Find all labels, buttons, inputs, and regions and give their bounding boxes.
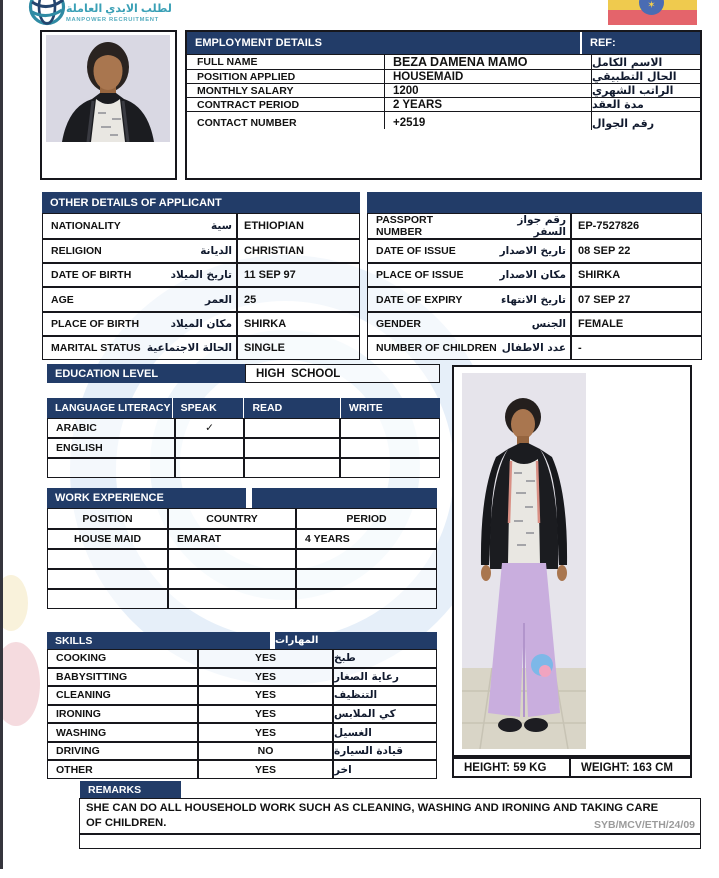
remarks-text: SHE CAN DO ALL HOUSEHOLD WORK SUCH AS CLEANING, WASHING AND IRONING AND TAKING CARE OF CHILDREN.: [86, 802, 659, 829]
column-header: POSITION: [47, 508, 168, 529]
read-cell: [244, 438, 340, 458]
table-row: [187, 111, 700, 178]
table-row: [42, 263, 702, 287]
table-row: [47, 649, 437, 668]
other-details-section: [42, 192, 702, 360]
field-label-arabic: عدد الاطفال: [501, 341, 566, 354]
section-title-arabic: المهارات: [275, 632, 437, 649]
height-value: HEIGHT: 59 KG: [452, 757, 570, 778]
table-row: [47, 589, 437, 609]
section-title-row: [47, 632, 437, 649]
field-value: SHIRKA: [237, 312, 360, 336]
period-cell: [296, 549, 437, 569]
skill-name: CLEANING: [47, 686, 198, 705]
field-value: +2519: [384, 112, 591, 129]
field-label-arabic: الحال التطبيقي: [591, 70, 700, 83]
agency-globe-logo-icon: [27, 0, 67, 28]
ethiopia-flag: [608, 0, 697, 25]
country-cell: [168, 589, 296, 609]
table-row: [47, 760, 437, 779]
language-name: [47, 458, 175, 478]
section-title-row: [47, 488, 437, 508]
work-experience-table: [47, 488, 437, 609]
reference-code: SYB/MCV/ETH/24/09: [594, 819, 695, 831]
column-header: READ: [243, 398, 339, 418]
table-row: [47, 686, 437, 705]
field-label-arabic: الديانة: [200, 245, 232, 258]
field-label: MONTHLY SALARY: [197, 84, 294, 97]
field-value: FEMALE: [571, 312, 702, 336]
field-label: AGE: [51, 293, 74, 306]
field-label: POSITION APPLIED: [197, 70, 296, 83]
skill-name-arabic: طبخ: [333, 649, 437, 668]
other-details-table: [42, 213, 702, 360]
skill-value: NO: [198, 742, 333, 761]
skill-name: WASHING: [47, 723, 198, 742]
skill-name: BABYSITTING: [47, 668, 198, 687]
remarks-title: REMARKS: [80, 781, 181, 798]
applicant-headshot-photo: [40, 30, 177, 180]
field-label: MARITAL STATUS: [51, 341, 141, 354]
language-literacy-table: [47, 398, 440, 478]
table-row: [42, 312, 702, 336]
language-name: ARABIC: [47, 418, 175, 438]
table-row: [47, 458, 440, 478]
position-cell: [47, 589, 168, 609]
table-row: [47, 569, 437, 589]
table-header-row: [47, 398, 440, 418]
speak-cell: [175, 458, 244, 478]
speak-checkmark: ✓: [175, 418, 244, 438]
table-row: [47, 418, 440, 438]
table-row: [42, 213, 702, 239]
field-value: 11 SEP 97: [237, 263, 360, 287]
column-header: WRITE: [340, 398, 440, 418]
table-row: [42, 287, 702, 311]
field-value: HOUSEMAID: [384, 70, 591, 83]
period-cell: 4 YEARS: [296, 529, 437, 549]
table-row: [47, 529, 437, 549]
skill-value: YES: [198, 668, 333, 687]
field-label: PLACE OF BIRTH: [51, 317, 140, 330]
table-header-row: [187, 32, 700, 54]
field-label-arabic: الاسم الكامل: [591, 55, 700, 69]
field-label: NATIONALITY: [51, 220, 121, 232]
read-cell: [244, 458, 340, 478]
section-title-bar: [367, 192, 702, 213]
field-label-arabic: رقم الجوال: [591, 112, 700, 130]
field-label-arabic: الجنس: [531, 317, 566, 330]
position-cell: [47, 569, 168, 589]
period-cell: [296, 569, 437, 589]
watermark-pink-blob: [0, 642, 40, 726]
field-value: CHRISTIAN: [237, 239, 360, 263]
table-row: [42, 336, 702, 360]
skill-value: YES: [198, 723, 333, 742]
skill-name-arabic: الغسيل: [333, 723, 437, 742]
section-title: WORK EXPERIENCE: [47, 488, 246, 508]
field-label-arabic: مكان الاصدار: [499, 269, 566, 282]
field-label-arabic: سية: [211, 220, 232, 232]
table-row: [47, 742, 437, 761]
table-row: [47, 705, 437, 724]
country-cell: [168, 549, 296, 569]
skill-value: YES: [198, 760, 333, 779]
ref-label: REF:: [580, 32, 700, 54]
position-cell: [47, 549, 168, 569]
table-row: [187, 54, 700, 69]
country-cell: [168, 569, 296, 589]
field-label: PASSPORT NUMBER: [376, 214, 433, 238]
field-label: NUMBER OF CHILDREN: [376, 341, 497, 354]
table-header-row: [47, 508, 437, 529]
field-label-arabic: الحالة الاجتماعية: [146, 341, 232, 354]
field-label-arabic: العمر: [204, 293, 232, 306]
employment-details-table: [185, 30, 702, 180]
field-label-arabic: رقم جواز السفر: [517, 214, 566, 238]
position-cell: HOUSE MAID: [47, 529, 168, 549]
skill-name: COOKING: [47, 649, 198, 668]
write-cell: [340, 438, 440, 458]
field-label: RELIGION: [51, 245, 102, 258]
section-title-bar: [252, 488, 437, 508]
flag-emblem: ✶: [639, 0, 664, 15]
agency-name-english: MANPOWER RECRUITMENT: [66, 17, 159, 23]
field-label-arabic: مدة العقد: [591, 98, 700, 111]
skill-name-arabic: قيادة السيارة: [333, 742, 437, 761]
field-label: FULL NAME: [197, 56, 258, 68]
read-cell: [244, 418, 340, 438]
agency-name-arabic: لطلب الايدي العاملة: [66, 3, 172, 15]
speak-cell: [175, 438, 244, 458]
table-row: [47, 668, 437, 687]
field-value: ETHIOPIAN: [237, 213, 360, 239]
skill-value: YES: [198, 705, 333, 724]
education-level-value: HIGH SCHOOL: [245, 364, 440, 383]
skill-value: YES: [198, 686, 333, 705]
section-title: OTHER DETAILS OF APPLICANT: [42, 192, 360, 213]
remarks-empty-row: [79, 834, 701, 849]
field-value: 08 SEP 22: [571, 239, 702, 263]
skill-name: DRIVING: [47, 742, 198, 761]
table-row: [187, 83, 700, 97]
field-label-arabic: مكان الميلاد: [170, 317, 232, 330]
field-value: EP-7527826: [571, 213, 702, 239]
write-cell: [340, 458, 440, 478]
column-header: COUNTRY: [168, 508, 296, 529]
column-header: LANGUAGE LITERACY: [55, 402, 171, 414]
scan-left-edge: [0, 0, 3, 869]
field-value: 2 YEARS: [384, 98, 591, 111]
field-label-arabic: تاريخ الميلاد: [170, 269, 232, 282]
skill-name: IRONING: [47, 705, 198, 724]
period-cell: [296, 589, 437, 609]
skill-value: YES: [198, 649, 333, 668]
skill-name: OTHER: [47, 760, 198, 779]
table-row: [42, 239, 702, 263]
applicant-fullbody-photo: [452, 365, 692, 757]
field-label: DATE OF EXPIRY: [376, 293, 463, 306]
write-cell: [340, 418, 440, 438]
skill-name-arabic: كي الملابس: [333, 705, 437, 724]
field-value: SHIRKA: [571, 263, 702, 287]
field-label: CONTACT NUMBER: [197, 117, 297, 129]
column-header: SPEAK: [172, 398, 244, 418]
field-value: 07 SEP 27: [571, 287, 702, 311]
column-header: PERIOD: [296, 508, 437, 529]
weight-value: WEIGHT: 163 CM: [570, 757, 692, 778]
table-row: [187, 97, 700, 111]
watermark-gold-blob: [0, 575, 28, 631]
skill-name-arabic: اخر: [333, 760, 437, 779]
skills-table: [47, 632, 437, 779]
field-label: DATE OF ISSUE: [376, 245, 456, 258]
skill-name-arabic: التنظيف: [333, 686, 437, 705]
section-title: SKILLS: [47, 632, 270, 649]
field-label: CONTRACT PERIOD: [197, 98, 300, 111]
skill-name-arabic: رعاية الصغار: [333, 668, 437, 687]
country-cell: EMARAT: [168, 529, 296, 549]
field-value: 25: [237, 287, 360, 311]
table-row: [47, 549, 437, 569]
field-label-arabic: الراتب الشهري: [591, 84, 700, 97]
field-label: PLACE OF ISSUE: [376, 269, 464, 282]
field-value: SINGLE: [237, 336, 360, 360]
table-row: [47, 438, 440, 458]
field-value: BEZA DAMENA MAMO: [384, 55, 591, 69]
measurements-row: [452, 757, 692, 778]
field-label: GENDER: [376, 317, 421, 330]
education-level-label: EDUCATION LEVEL: [47, 364, 245, 383]
field-value: -: [571, 336, 702, 360]
field-label-arabic: تاريخ الاصدار: [499, 245, 566, 258]
field-value: 1200: [384, 84, 591, 97]
language-name: ENGLISH: [47, 438, 175, 458]
field-label: DATE OF BIRTH: [51, 269, 132, 282]
table-row: [47, 723, 437, 742]
field-label-arabic: تاريخ الانتهاء: [501, 293, 566, 306]
section-title: EMPLOYMENT DETAILS: [187, 32, 580, 54]
table-row: [187, 69, 700, 83]
